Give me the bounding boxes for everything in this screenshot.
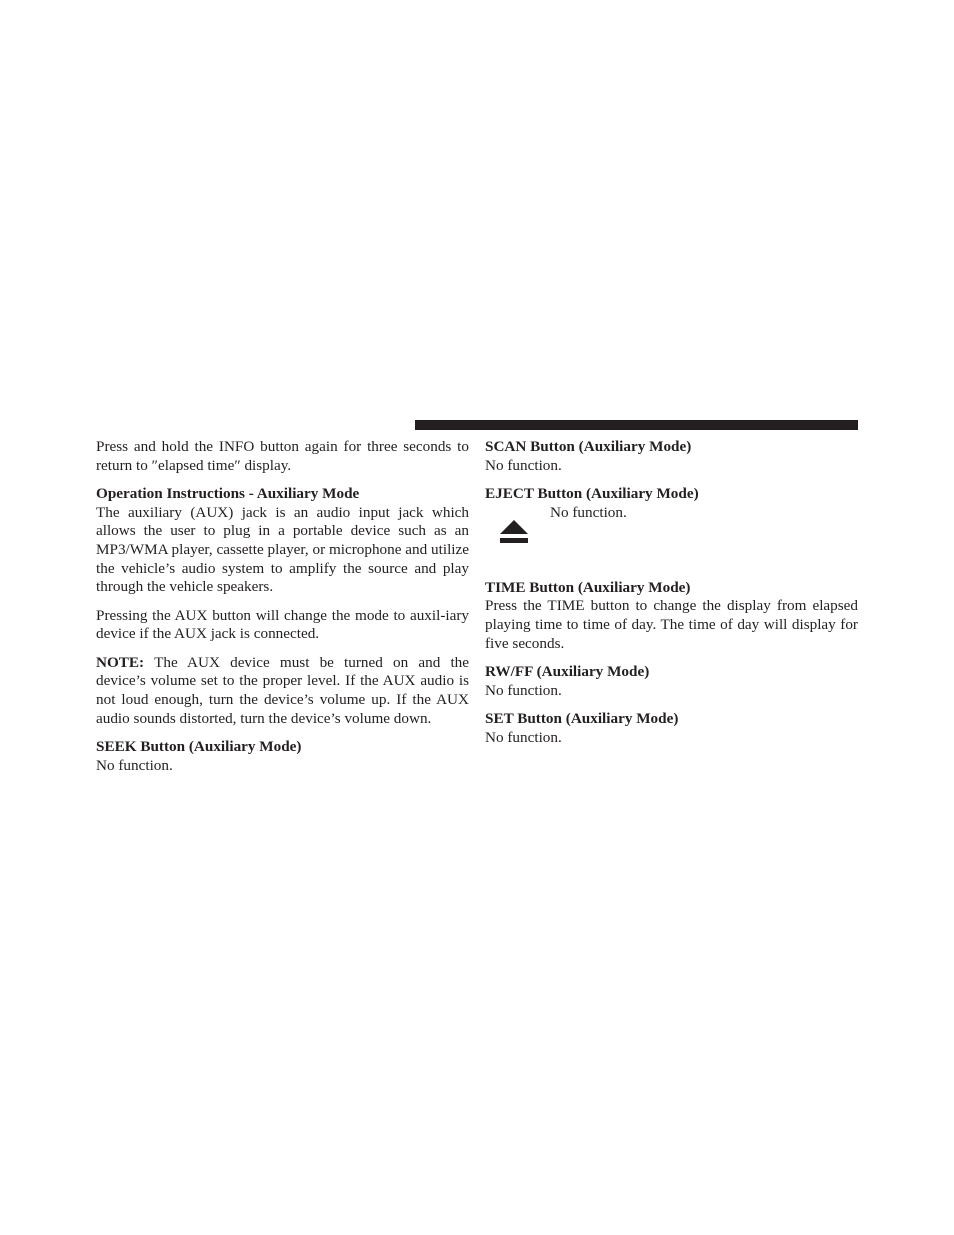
eject-icon <box>500 520 528 544</box>
right-column <box>485 438 858 757</box>
left-column <box>96 438 469 785</box>
eject-body: No function. <box>550 503 627 521</box>
seek-body: No function. <box>96 756 173 774</box>
rwff-body: No function. <box>485 681 562 699</box>
set-body: No function. <box>485 728 562 746</box>
rwff-heading: RW/FF (Auxiliary Mode) <box>485 662 650 680</box>
set-heading: SET Button (Auxiliary Mode) <box>485 709 679 727</box>
time-paragraph: Press the TIME button to change the display from elapsed playing time to time of day. The time of day will display for five seconds. <box>485 597 858 652</box>
eject-heading: EJECT Button (Auxiliary Mode) <box>485 484 699 502</box>
scan-heading: SCAN Button (Auxiliary Mode) <box>485 438 692 455</box>
eject-row <box>485 504 858 579</box>
note-text: The AUX device must be turned on and the device’s volume set to the proper level. If the AUX audio is not loud enough, turn the device’s volume up. If the AUX audio sounds distorted, turn the device’s volume down. <box>96 653 469 727</box>
time-heading: TIME Button (Auxiliary Mode) <box>485 578 691 596</box>
note-label: NOTE: <box>96 653 145 671</box>
operation-paragraph: The auxiliary (AUX) jack is an audio input jack which allows the user to plug in a portable device such as an MP3/WMA player, cassette player, or microphone and utilize the vehicle’s audio system to amplify the source and play through the vehicle speakers. <box>96 503 469 596</box>
seek-heading: SEEK Button (Auxiliary Mode) <box>96 737 302 755</box>
aux-press-paragraph: Pressing the AUX button will change the mode to auxil-iary device if the AUX jack is connected. <box>96 606 469 643</box>
note-paragraph <box>96 654 469 729</box>
scan-body: No function. <box>485 456 562 474</box>
section-header-bar <box>415 420 858 430</box>
operation-heading: Operation Instructions - Auxiliary Mode <box>96 484 360 502</box>
intro-paragraph: Press and hold the INFO button again for three seconds to return to ″elapsed time″ display. <box>96 438 469 474</box>
